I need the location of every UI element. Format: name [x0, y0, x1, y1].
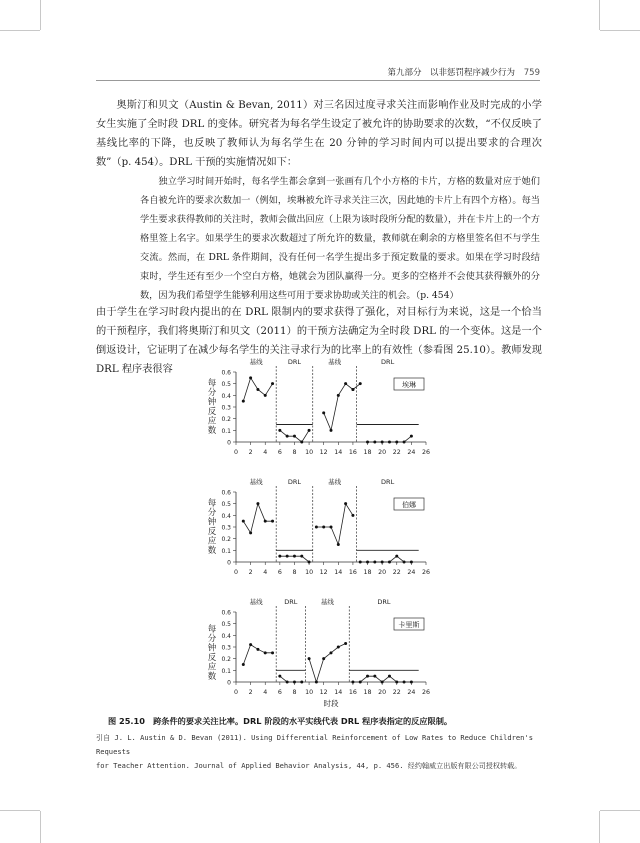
y-axis-label-2: 每分钟反应数: [206, 498, 216, 555]
data-point: [278, 429, 281, 432]
chart-panel-1: [200, 356, 440, 466]
y-axis-label-3: 每分钟反应数: [206, 624, 216, 681]
data-point: [395, 441, 398, 444]
y-tick-label: 0.3: [221, 524, 231, 532]
x-axis-label: 时段: [323, 699, 339, 708]
x-tick-label: 16: [348, 689, 357, 696]
phase-label: 基线: [328, 478, 342, 486]
data-point: [293, 555, 296, 558]
data-point: [337, 543, 340, 546]
x-tick-label: 26: [421, 449, 431, 456]
y-tick-label: 0.4: [221, 632, 231, 640]
x-tick-label: 22: [392, 569, 401, 576]
chart-svg-3: [200, 596, 440, 711]
x-tick-label: 12: [319, 689, 328, 696]
data-point: [293, 435, 296, 438]
participant-name: 埃琳: [402, 381, 416, 389]
data-point: [264, 651, 267, 654]
data-point: [373, 441, 376, 444]
x-tick-label: 4: [263, 689, 268, 696]
citation-line-2: for Teacher Attention. Journal of Applied Behavior Analysis, 44, p. 456. 经约翰威立出版有限公司授权转载。: [96, 761, 522, 770]
data-point: [366, 561, 369, 564]
x-tick-label: 20: [378, 689, 387, 696]
x-tick-label: 12: [319, 449, 328, 456]
phase-label: DRL: [381, 358, 395, 366]
y-tick-label: 0.2: [221, 416, 231, 424]
x-tick-label: 24: [407, 689, 416, 696]
phase-label: 基线: [320, 598, 334, 606]
x-tick-label: 0: [233, 449, 239, 456]
y-tick-label: 0.5: [221, 381, 231, 389]
y-tick-label: 0.5: [221, 621, 231, 629]
y-tick-label: 0.3: [221, 644, 231, 652]
data-point: [395, 555, 398, 558]
data-point: [315, 681, 318, 684]
phase-label: DRL: [284, 598, 298, 606]
y-tick-label: 0.2: [221, 536, 231, 544]
citation-line-1: 引自 J. L. Austin & D. Bevan (2011). Using Differential Reinforcement of Low Rates to Reduce Children's Requests: [96, 733, 533, 756]
paragraph-intro: 奥斯汀和贝文（Austin & Bevan, 2011）对三名因过度寻求关注而影响作业及时完成的小学女生实施了全时段 DRL 的变体。研究者为每名学生设定了被允许的协助要求的次数，“不仅反映了基线比率的下降，也反映了教师认为每名学生在 20 分钟的学习时间内可以提出要求的合理次数”（p. 454）。DRL 干预的实施情况如下：: [96, 100, 542, 168]
x-tick-label: 2: [248, 449, 253, 456]
y-tick-label: 0: [227, 439, 231, 447]
x-tick-label: 2: [248, 569, 253, 576]
y-tick-label: 0.2: [221, 656, 231, 664]
data-point: [373, 675, 376, 678]
data-point: [351, 514, 354, 517]
data-point: [271, 651, 274, 654]
y-tick-label: 0.4: [221, 512, 231, 520]
y-tick-label: 0.6: [221, 609, 231, 617]
data-point: [381, 441, 384, 444]
data-point: [330, 429, 333, 432]
figure-citation: [96, 731, 546, 773]
data-point: [322, 411, 325, 414]
data-point: [410, 435, 413, 438]
phase-label: DRL: [381, 478, 395, 486]
block-quote: 独立学习时间开始时，每名学生都会拿到一张画有几个小方格的卡片，方格的数量对应于她们各自被允许的要求次数加一（例如，埃琳被允许寻求关注三次，因此她的卡片上有四个方格）。每当学生要求获得教师的关注时，教师会做出回应（上限为该时段所分配的数量），并在卡片上的一个方格里签上名字。如果学生的要求次数超过了所允许的数量，教师就在剩余的方格里签名但不与学生交流。然而，在 DRL 条件期间，没有任何一名学生提出多于预定数量的要求。如果在学习时段结束时，学生还有至少一个空白方格，她就会为团队赢得一分。更多的空格并不会使其获得额外的分数，因为我们希望学生能够利用这些可用于要求协助或关注的机会。（p. 454）: [140, 176, 540, 301]
data-point: [381, 561, 384, 564]
y-tick-label: 0.4: [221, 392, 231, 400]
data-point: [359, 382, 362, 385]
x-tick-label: 26: [421, 569, 431, 576]
data-point: [322, 657, 325, 660]
figure-caption: 图 25.10 跨条件的要求关注比率。DRL 阶段的水平实线代表 DRL 程序表指定的反应限制。: [108, 716, 453, 726]
y-tick-label: 0.6: [221, 369, 231, 377]
crop-mark-bottom-right-v: [599, 811, 600, 843]
x-tick-label: 26: [421, 689, 431, 696]
data-point: [286, 555, 289, 558]
x-tick-label: 10: [305, 689, 314, 696]
y-tick-label: 0.5: [221, 501, 231, 509]
x-tick-label: 12: [319, 569, 328, 576]
data-point: [344, 642, 347, 645]
x-tick-label: 24: [407, 569, 416, 576]
x-tick-label: 6: [277, 569, 282, 576]
page-number: 759: [523, 68, 540, 78]
x-tick-label: 0: [233, 569, 239, 576]
y-tick-label: 0.1: [221, 667, 231, 675]
x-tick-label: 18: [363, 569, 372, 576]
data-point: [337, 394, 340, 397]
crop-mark-top-right-v: [599, 0, 600, 30]
x-tick-label: 16: [348, 449, 357, 456]
data-point: [300, 441, 303, 444]
data-point: [359, 681, 362, 684]
data-point: [256, 648, 259, 651]
data-point: [322, 526, 325, 529]
data-point: [271, 520, 274, 523]
data-point: [249, 531, 252, 534]
header-rule: [96, 80, 540, 81]
x-tick-label: 20: [378, 569, 387, 576]
x-tick-label: 20: [378, 449, 387, 456]
data-point: [410, 561, 413, 564]
phase-label: 基线: [328, 358, 342, 366]
x-tick-label: 6: [277, 689, 282, 696]
data-point: [395, 681, 398, 684]
data-point: [344, 502, 347, 505]
x-tick-label: 8: [292, 449, 297, 456]
crop-mark-bottom-left: [0, 810, 40, 811]
phase-label: 基线: [249, 358, 263, 366]
data-point: [271, 382, 274, 385]
phase-label: DRL: [287, 358, 302, 366]
data-point: [388, 561, 391, 564]
data-point: [330, 526, 333, 529]
crop-mark-top-right: [600, 30, 640, 31]
data-path: [324, 384, 353, 431]
data-point: [410, 681, 413, 684]
data-point: [278, 675, 281, 678]
x-tick-label: 14: [334, 449, 343, 456]
data-point: [403, 441, 406, 444]
phase-label: DRL: [287, 478, 302, 486]
data-point: [308, 429, 311, 432]
data-point: [278, 555, 281, 558]
x-tick-label: 22: [392, 689, 401, 696]
x-tick-label: 10: [305, 449, 314, 456]
data-point: [308, 561, 311, 564]
data-point: [308, 657, 311, 660]
y-tick-label: 0.3: [221, 404, 231, 412]
data-point: [256, 502, 259, 505]
x-tick-label: 18: [363, 689, 372, 696]
x-tick-label: 16: [348, 569, 357, 576]
x-tick-label: 8: [292, 569, 297, 576]
data-point: [264, 520, 267, 523]
crop-mark-bottom-right: [600, 810, 640, 811]
data-path: [316, 504, 353, 545]
phase-label: 基线: [249, 478, 263, 486]
phase-label: DRL: [377, 598, 391, 606]
data-point: [300, 555, 303, 558]
chart-panel-3: [200, 596, 440, 711]
x-tick-label: 4: [263, 449, 268, 456]
y-tick-label: 0.6: [221, 489, 231, 497]
data-point: [381, 681, 384, 684]
data-path: [243, 504, 272, 533]
x-tick-label: 14: [334, 569, 343, 576]
x-tick-label: 0: [233, 689, 239, 696]
data-point: [366, 675, 369, 678]
data-point: [388, 441, 391, 444]
data-path: [243, 645, 272, 665]
section-title: 第九部分 以非惩罚程序减少行为: [387, 68, 516, 78]
phase-label: 基线: [249, 598, 263, 606]
x-tick-label: 4: [263, 569, 268, 576]
chart-svg-1: [200, 356, 440, 466]
y-tick-label: 0.1: [221, 547, 231, 555]
data-point: [359, 561, 362, 564]
data-point: [330, 651, 333, 654]
data-point: [366, 441, 369, 444]
crop-mark-top-left: [0, 30, 40, 31]
running-header: [388, 66, 540, 78]
y-tick-label: 0: [227, 559, 231, 567]
data-point: [293, 681, 296, 684]
y-tick-label: 0: [227, 679, 231, 687]
data-point: [242, 520, 245, 523]
data-point: [351, 388, 354, 391]
data-point: [337, 646, 340, 649]
x-tick-label: 10: [305, 569, 314, 576]
x-tick-label: 18: [363, 449, 372, 456]
x-tick-label: 14: [334, 689, 343, 696]
data-point: [249, 643, 252, 646]
data-point: [249, 376, 252, 379]
x-tick-label: 8: [292, 689, 297, 696]
data-point: [351, 681, 354, 684]
y-tick-label: 0.1: [221, 427, 231, 435]
figure-25-10: [200, 356, 440, 716]
data-point: [388, 675, 391, 678]
data-point: [286, 681, 289, 684]
paragraph-continuation: 由于学生在学习时段内提出的在 DRL 限制内的要求获得了强化，对目标行为来说，这是一个恰当的干预程序，我们将奥斯汀和贝文（2011）的干预方法确定为全时段 DRL 的一个变体。这是一个倒返设计，它证明了在减少每名学生的关注寻求行为的比率上的有效性（参看图 25.10）。教师发现 DRL 程序表很容: [96, 307, 542, 375]
x-tick-label: 2: [248, 689, 253, 696]
data-point: [286, 435, 289, 438]
data-point: [300, 681, 303, 684]
x-tick-label: 6: [277, 449, 282, 456]
y-axis-label-1: 每分钟反应数: [206, 378, 216, 435]
participant-name: 卡里斯: [398, 621, 420, 629]
data-point: [264, 394, 267, 397]
data-point: [242, 400, 245, 403]
data-point: [344, 382, 347, 385]
chart-svg-2: [200, 476, 440, 586]
data-point: [242, 663, 245, 666]
data-point: [315, 526, 318, 529]
data-point: [256, 388, 259, 391]
data-path: [309, 644, 346, 683]
crop-mark-bottom-left-v: [40, 811, 41, 843]
participant-name: 伯娜: [402, 501, 416, 509]
x-tick-label: 24: [407, 449, 416, 456]
x-tick-label: 22: [392, 449, 401, 456]
data-path: [280, 676, 302, 682]
chart-panel-2: [200, 476, 440, 586]
data-point: [403, 681, 406, 684]
data-point: [403, 561, 406, 564]
data-point: [373, 561, 376, 564]
crop-mark-top-left-v: [40, 0, 41, 30]
